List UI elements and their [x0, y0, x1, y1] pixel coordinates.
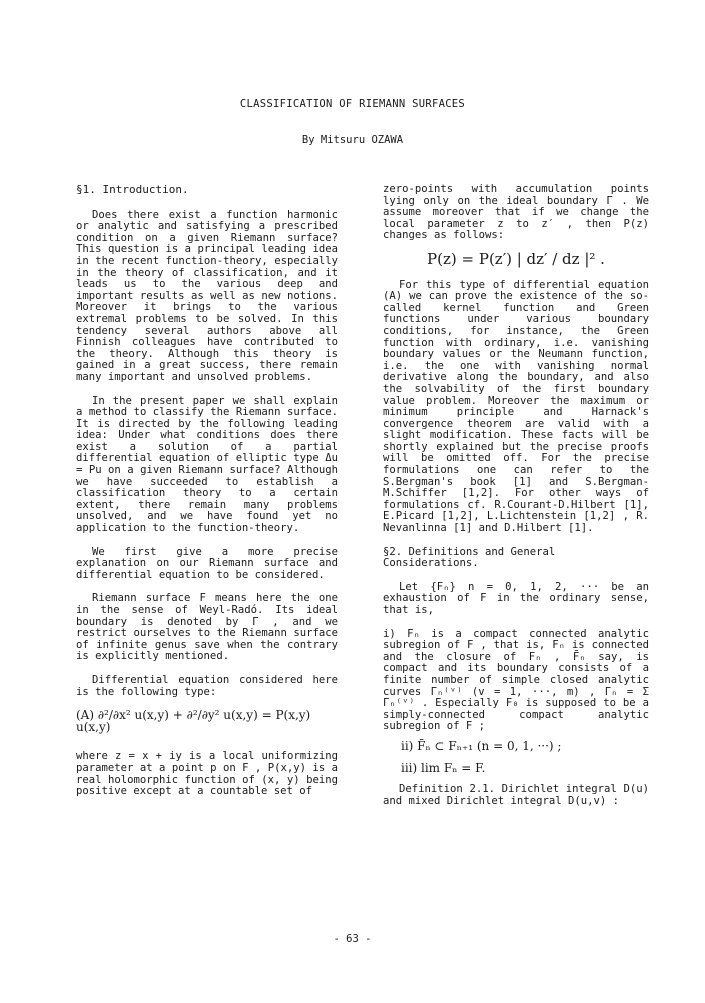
list-item: i) Fₙ is a compact connected analytic subregion of F , that is, Fₙ is connected and the closure of Fₙ , F̄ₙ say, is compact and its boundary consists of a finite number of simple closed analytic curves Γₙ⁽ᵛ⁾ (v = 1, ···, m) , Γₙ = Σ Γₙ⁽ᵛ⁾ . Especially F₀ is supposed to be a simply-connected compact analytic subregion of F ;: [383, 627, 649, 733]
paragraph: We first give a more precise explanation on our Riemann surface and differential equation to be considered.: [76, 545, 338, 581]
paper-title: CLASSIFICATION OF RIEMANN SURFACES: [239, 98, 466, 110]
paragraph: zero-points with accumulation points lying only on the ideal boundary Γ . We assume moreover that if we change the local parameter z to z′ , then P(z) changes as follows:: [383, 183, 649, 242]
left-column: [76, 184, 338, 810]
paragraph: Differential equation considered here is the following type:: [76, 673, 338, 698]
paragraph: where z = x + iy is a local uniformizing parameter at a point p on F , P(x,y) is a real holomorphic function of (x, y) being positive except at a countable set of: [76, 750, 338, 798]
list-item: iii) lim Fₙ = F.: [401, 760, 486, 775]
paragraph: For this type of differential equation (A) we can prove the existence of the so-called kernel function and Green functions under various boundary conditions, for instance, the Green function with ordinary, i.e. vanishing boundary values or the Neumann function, i.e. the one with vanishing normal derivative along the boundary, and also the solvability of the first boundary value problem. Moreover the maximum or minimum principle and Harnack's convergence theorem are valid with a slight modification. These facts will be shortly explained but the precise proofs will be omitted off. For the precise formulations one can refer to the S.Bergman's book [1] and S.Bergman-M.Schiffer [1,2]. For other ways of formulations cf. R.Courant-D.Hilbert [1], E.Picard [1,2], L.Lichtenstein [1,2] , R. Nevanlinna [1] and D.Hilbert [1].: [383, 278, 649, 535]
paragraph: Does there exist a function harmonic or analytic and satisfying a prescribed condition on a given Riemann surface? This question is a principal leading idea in the recent function-theory, especially in the theory of classification, and it leads us to the various deep and important results as well as new notions. Moreover it brings to the various extremal problems to be solved. In this tendency several authors above all Finnish colleagues have contributed to the theory. Although this theory is gained in a great success, there remain many important and unsolved problems.: [76, 208, 338, 383]
paper-author: By Mitsuru OZAWA: [301, 134, 404, 146]
paragraph: In the present paper we shall explain a method to classify the Riemann surface. It is directed by the following leading idea: Under what conditions does there exist a solution of a partial differential equation of elliptic type Δu = Pu on a given Riemann surface? Although we have succeeded to establish a classification theory to a certain extent, there remain many problems unsolved, and we have found yet no application to the function-theory.: [76, 394, 338, 535]
paragraph: Riemann surface F means here the one in the sense of Weyl-Radó. Its ideal boundary is denoted by Γ , and we restrict ourselves to the Riemann surface of infinite genus save when the contrary is explicitly mentioned.: [76, 592, 338, 663]
section-2-heading: §2. Definitions and General Considerations.: [383, 545, 556, 570]
equation-a: (A) ∂²/∂x² u(x,y) + ∂²/∂y² u(x,y) = P(x,y) u(x,y): [76, 708, 311, 734]
list-item: ii) F̄ₙ ⊂ Fₙ₊₁ (n = 0, 1, ···) ;: [401, 738, 562, 753]
section-1-heading: §1. Introduction.: [76, 183, 189, 196]
equation-transform: P(z) = P(z′) | dz′ / dz |² .: [427, 249, 605, 268]
page-number: - 63 -: [333, 933, 372, 945]
paragraph: Definition 2.1. Dirichlet integral D(u) and mixed Dirichlet integral D(u,v) :: [383, 783, 649, 807]
paragraph: Let {Fₙ} n = 0, 1, 2, ··· be an exhaustion of F in the ordinary sense, that is,: [383, 580, 649, 616]
right-column: [383, 184, 649, 819]
